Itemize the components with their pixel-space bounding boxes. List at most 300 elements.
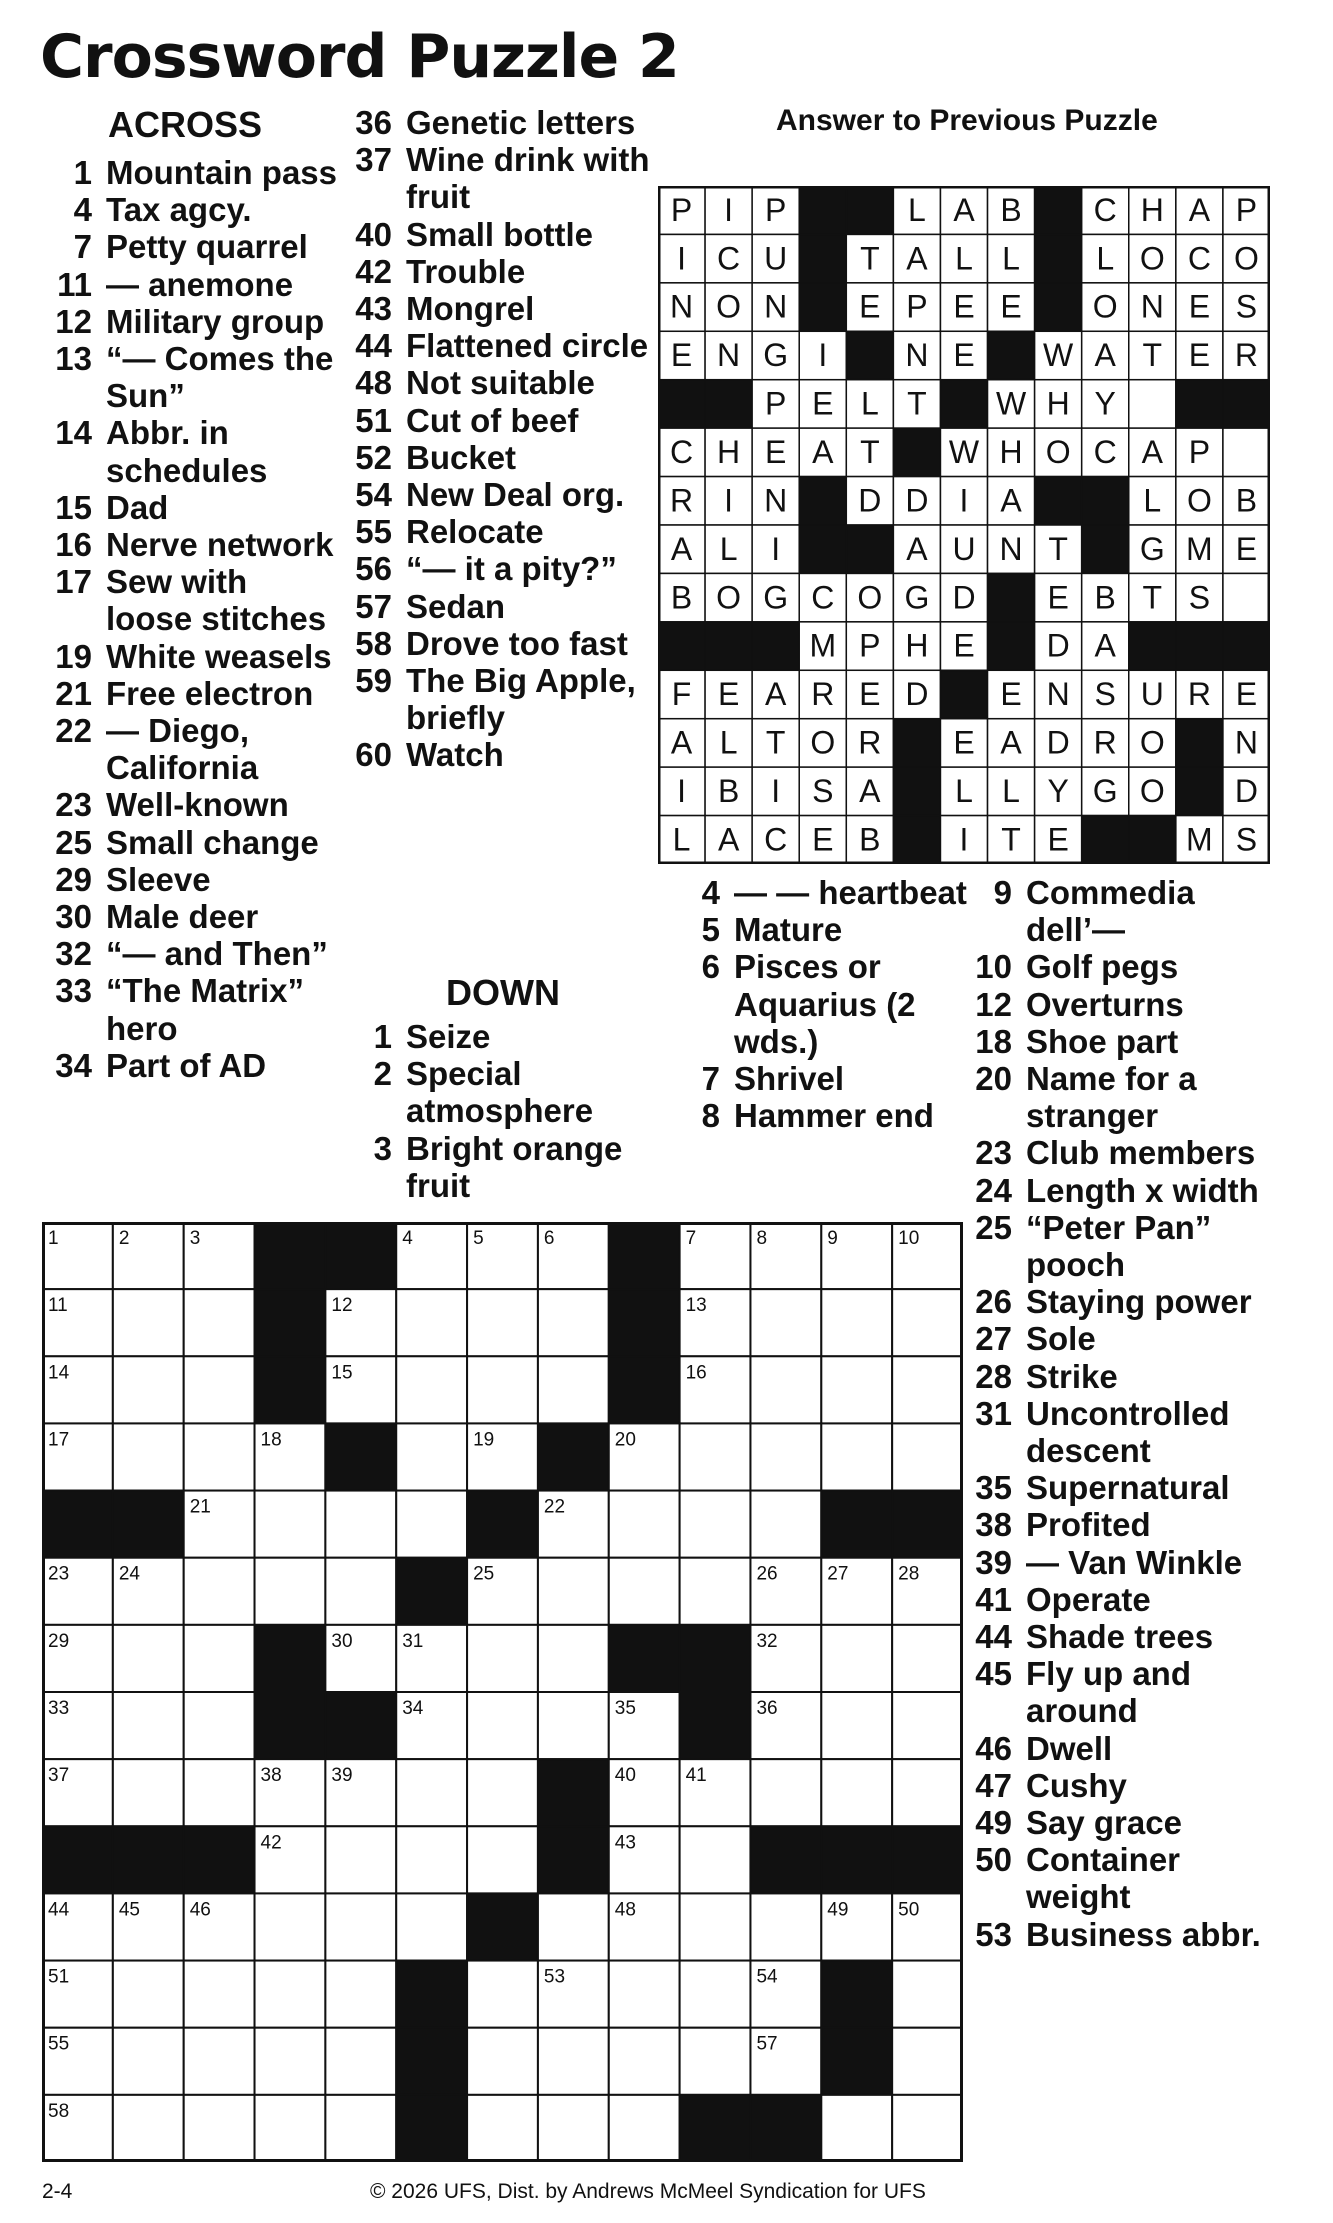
answer-letter: F xyxy=(671,676,692,713)
grid-cell xyxy=(750,1423,821,1490)
clue-text: Golf pegs xyxy=(1026,948,1179,986)
answer-letter: E xyxy=(1047,821,1069,858)
answer-letter: D xyxy=(905,482,929,519)
answer-letter: G xyxy=(1139,530,1165,567)
answer-letter: A xyxy=(670,724,693,761)
answer-block-cell xyxy=(893,428,940,476)
clue-item xyxy=(960,1283,1280,1320)
answer-block-cell xyxy=(893,719,940,767)
block-cell xyxy=(325,1222,396,1289)
cell-number: 35 xyxy=(614,1698,636,1719)
clue-item xyxy=(352,216,652,253)
clue-item xyxy=(960,874,1280,948)
cell-number: 54 xyxy=(756,1966,778,1988)
cell-number: 10 xyxy=(898,1228,920,1249)
clue-text: Small change xyxy=(106,823,319,861)
clue-number: 25 xyxy=(55,823,92,861)
clue-number: 55 xyxy=(355,513,392,551)
grid-cell xyxy=(467,1625,538,1692)
cell-number: 22 xyxy=(543,1496,566,1518)
answer-letter: C xyxy=(717,240,741,277)
answer-letter: I xyxy=(724,482,734,519)
clue-item xyxy=(352,476,652,513)
down-clues-col4 xyxy=(960,874,1280,1953)
clue-number: 44 xyxy=(355,327,392,365)
block-cell xyxy=(609,1356,680,1423)
grid-cell xyxy=(184,1423,255,1490)
answer-letter: D xyxy=(1234,773,1259,810)
clue-text: Sleeve xyxy=(106,860,211,898)
clue-text: Mountain pass xyxy=(106,154,338,191)
cell-number: 5 xyxy=(473,1228,484,1249)
answer-letter: O xyxy=(716,288,742,325)
grid-cell xyxy=(184,1961,255,2028)
clue-item xyxy=(352,625,652,662)
clue-text: Part of AD xyxy=(106,1046,267,1084)
answer-letter: N xyxy=(905,337,929,374)
block-cell xyxy=(821,1491,892,1558)
clue-item xyxy=(668,874,968,911)
answer-letter: E xyxy=(812,821,834,858)
cell-number: 43 xyxy=(614,1832,636,1854)
clue-text: Special atmosphere xyxy=(406,1055,594,1130)
answer-letter: N xyxy=(1046,676,1070,713)
cell-number: 46 xyxy=(189,1899,211,1921)
block-cell xyxy=(609,1625,680,1692)
clue-text: Commedia dell’— xyxy=(1026,874,1195,949)
clue-text: Sole xyxy=(1026,1320,1096,1358)
clue-number: 10 xyxy=(975,948,1012,986)
clue-number: 1 xyxy=(73,154,92,191)
answer-letter: N xyxy=(764,288,788,325)
cell-number: 49 xyxy=(827,1899,849,1921)
answer-letter: E xyxy=(953,627,975,664)
answer-letter: Y xyxy=(1094,385,1116,422)
clue-item xyxy=(960,1804,1280,1841)
answer-letter: E xyxy=(953,724,975,761)
grid-cell xyxy=(184,1558,255,1625)
answer-cell xyxy=(1223,573,1270,621)
clue-number: 48 xyxy=(355,364,392,402)
answer-letter: C xyxy=(764,821,788,858)
grid-cell xyxy=(750,1491,821,1558)
answer-block-cell xyxy=(1035,186,1082,234)
grid-cell xyxy=(892,1423,963,1490)
answer-block-cell xyxy=(799,283,846,331)
cell-number: 11 xyxy=(48,1295,68,1317)
clue-number: 43 xyxy=(355,290,392,328)
answer-block-cell xyxy=(940,380,987,428)
cell-number: 33 xyxy=(48,1698,70,1719)
answer-letter: U xyxy=(952,530,976,567)
clue-number: 31 xyxy=(975,1394,1012,1432)
clue-item xyxy=(352,364,652,401)
cell-number: 29 xyxy=(48,1630,70,1652)
answer-letter: Y xyxy=(1047,773,1069,810)
cell-number: 39 xyxy=(331,1765,353,1787)
grid-cell xyxy=(821,1356,892,1423)
answer-letter: B xyxy=(1000,191,1022,228)
clue-number: 57 xyxy=(355,587,392,625)
answer-letter: I xyxy=(959,482,969,519)
answer-block-cell xyxy=(1223,380,1270,428)
answer-letter: H xyxy=(905,627,929,664)
clue-item xyxy=(960,986,1280,1023)
across-heading: ACROSS xyxy=(108,104,263,145)
block-cell xyxy=(821,1961,892,2028)
grid-cell xyxy=(184,2028,255,2095)
clue-text: — — heartbeat xyxy=(734,874,967,911)
grid-cell xyxy=(538,1625,609,1692)
clue-item xyxy=(352,141,652,215)
clue-number: 41 xyxy=(975,1580,1012,1618)
clue-text: Trouble xyxy=(406,252,526,290)
copyright: © 2026 UFS, Dist. by Andrews McMeel Syndication for UFS xyxy=(370,2180,926,2203)
answer-letter: I xyxy=(677,240,686,277)
clue-number: 39 xyxy=(975,1543,1012,1581)
grid-cell xyxy=(680,2028,751,2095)
clue-number: 37 xyxy=(355,141,392,179)
cell-number: 31 xyxy=(402,1630,424,1652)
answer-letter: L xyxy=(955,773,973,810)
cell-number: 1 xyxy=(48,1228,59,1249)
answer-block-cell xyxy=(988,573,1035,621)
cell-number: 3 xyxy=(189,1228,201,1249)
clue-text: Pisces or Aquarius (2 wds.) xyxy=(734,948,916,1060)
block-cell xyxy=(538,1759,609,1826)
answer-letter: L xyxy=(672,821,691,858)
answer-block-cell xyxy=(1176,380,1223,428)
clue-item xyxy=(42,824,342,861)
clue-text: — Diego, California xyxy=(106,712,259,787)
grid-cell xyxy=(396,1893,467,1960)
answer-letter: N xyxy=(669,288,694,325)
grid-cell xyxy=(184,1625,255,1692)
cell-number: 2 xyxy=(118,1228,130,1249)
grid-cell xyxy=(467,1826,538,1893)
answer-letter: A xyxy=(717,821,740,858)
grid-cell xyxy=(255,1558,326,1625)
grid-cell xyxy=(467,1692,538,1759)
answer-letter: B xyxy=(670,579,693,616)
answer-letter: I xyxy=(959,821,969,858)
clue-item xyxy=(960,1060,1280,1134)
answer-letter: L xyxy=(1143,482,1162,519)
grid-cell xyxy=(184,1759,255,1826)
answer-letter: A xyxy=(953,191,975,228)
answer-block-cell xyxy=(752,622,799,670)
cell-number: 38 xyxy=(260,1765,282,1787)
answer-letter: N xyxy=(717,337,741,374)
answer-letter: W xyxy=(948,434,980,471)
clue-item xyxy=(42,563,342,637)
answer-block-cell xyxy=(1176,719,1223,767)
grid-cell xyxy=(255,2095,326,2162)
cell-number: 24 xyxy=(118,1563,140,1585)
block-cell xyxy=(538,1423,609,1490)
clue-number: 12 xyxy=(55,302,92,340)
block-cell xyxy=(609,1222,680,1289)
clue-text: White weasels xyxy=(106,637,332,675)
block-cell xyxy=(538,1826,609,1893)
cell-number: 18 xyxy=(260,1429,282,1451)
grid-cell xyxy=(892,1692,963,1759)
clue-number: 2 xyxy=(373,1055,392,1093)
cell-number: 32 xyxy=(756,1630,778,1652)
grid-cell xyxy=(750,1759,821,1826)
clue-text: New Deal org. xyxy=(406,476,625,514)
grid-cell xyxy=(184,2095,255,2162)
block-cell xyxy=(892,1826,963,1893)
answer-letter: S xyxy=(1094,676,1116,713)
answer-letter: E xyxy=(1235,676,1258,713)
answer-letter: E xyxy=(812,385,834,422)
grid-cell xyxy=(750,1289,821,1356)
clue-number: 17 xyxy=(55,563,92,601)
grid-cell xyxy=(184,1356,255,1423)
clue-number: 46 xyxy=(975,1729,1012,1767)
cell-number: 15 xyxy=(331,1362,353,1384)
grid-cell xyxy=(680,1558,751,1625)
clue-text: Drove too fast xyxy=(406,624,628,662)
answer-block-cell xyxy=(1129,816,1176,864)
answer-letter: T xyxy=(765,724,786,761)
answer-letter: R xyxy=(669,482,694,519)
clue-number: 8 xyxy=(701,1097,720,1135)
clue-number: 18 xyxy=(975,1022,1012,1060)
clue-text: “— Comes the Sun” xyxy=(106,340,334,415)
grid-cell xyxy=(113,1961,184,2028)
clue-text: Dad xyxy=(106,488,169,526)
answer-letter: A xyxy=(1000,724,1022,761)
grid-cell xyxy=(113,2028,184,2095)
answer-letter: P xyxy=(765,385,787,422)
clue-number: 6 xyxy=(701,948,720,986)
grid-cell xyxy=(821,1625,892,1692)
clue-text: Cut of beef xyxy=(406,401,579,439)
clue-number: 47 xyxy=(975,1766,1012,1804)
cell-number: 12 xyxy=(331,1295,353,1317)
answer-letter: O xyxy=(716,579,742,616)
clue-item xyxy=(42,712,342,786)
answer-letter: B xyxy=(1094,579,1116,616)
answer-letter: O xyxy=(1139,240,1165,277)
clue-text: Bright orange fruit xyxy=(406,1129,623,1204)
clue-item xyxy=(42,638,342,675)
clue-number: 52 xyxy=(355,438,392,476)
block-cell xyxy=(42,1826,113,1893)
clue-text: Profited xyxy=(1026,1506,1151,1544)
clue-text: — Van Winkle xyxy=(1026,1543,1243,1581)
clue-text: “The Matrix” hero xyxy=(106,972,305,1047)
cell-number: 57 xyxy=(756,2033,778,2055)
answer-block-cell xyxy=(1082,816,1129,864)
clue-number: 51 xyxy=(355,401,392,439)
grid-cell xyxy=(467,1961,538,2028)
answer-letter: A xyxy=(906,530,928,567)
grid-cell xyxy=(396,1826,467,1893)
answer-letter: B xyxy=(1235,482,1258,519)
answer-block-cell xyxy=(846,331,893,379)
answer-grid-svg xyxy=(658,186,1270,864)
clue-number: 35 xyxy=(975,1469,1012,1507)
answer-letter: A xyxy=(1094,337,1116,374)
clue-item xyxy=(960,1544,1280,1581)
block-cell xyxy=(42,1491,113,1558)
grid-cell xyxy=(538,1356,609,1423)
clue-item xyxy=(960,1618,1280,1655)
block-cell xyxy=(609,1289,680,1356)
answer-letter: E xyxy=(717,676,740,713)
grid-cell xyxy=(184,1692,255,1759)
clue-item xyxy=(960,1916,1280,1953)
cell-number: 8 xyxy=(756,1228,768,1249)
clue-number: 20 xyxy=(975,1060,1012,1098)
answer-letter: H xyxy=(999,434,1023,471)
grid-cell xyxy=(821,1289,892,1356)
answer-letter: O xyxy=(1234,240,1259,277)
grid-cell xyxy=(396,1423,467,1490)
answer-letter: E xyxy=(1235,530,1258,567)
answer-letter: D xyxy=(1046,627,1070,664)
block-cell xyxy=(680,2095,751,2162)
answer-block-cell xyxy=(893,767,940,815)
grid-cell xyxy=(255,1491,326,1558)
answer-letter: G xyxy=(763,337,789,374)
block-cell xyxy=(750,2095,821,2162)
clue-item xyxy=(960,1358,1280,1395)
answer-letter: G xyxy=(1092,773,1118,810)
answer-letter: L xyxy=(719,530,738,567)
clue-text: Military group xyxy=(106,302,325,340)
clue-item xyxy=(960,1395,1280,1469)
clue-text: Bucket xyxy=(406,438,517,476)
answer-letter: T xyxy=(1048,530,1068,567)
answer-letter: O xyxy=(1045,434,1071,471)
cell-number: 37 xyxy=(48,1765,70,1787)
grid-cell xyxy=(609,2095,680,2162)
clue-text: Mongrel xyxy=(406,290,535,328)
answer-letter: R xyxy=(858,724,882,761)
answer-letter: H xyxy=(1140,191,1164,228)
answer-letter: R xyxy=(811,676,835,713)
answer-letter: A xyxy=(1094,627,1116,664)
clue-number: 9 xyxy=(993,874,1012,911)
answer-block-cell xyxy=(799,234,846,282)
clue-item xyxy=(42,340,342,414)
answer-block-cell xyxy=(1035,283,1082,331)
block-cell xyxy=(750,1826,821,1893)
clue-item xyxy=(960,1469,1280,1506)
grid-cell xyxy=(113,2095,184,2162)
answer-block-cell xyxy=(1176,622,1223,670)
clue-item xyxy=(352,1130,652,1204)
cell-number: 44 xyxy=(48,1899,70,1921)
grid-cell xyxy=(821,1423,892,1490)
answer-letter: W xyxy=(995,385,1027,422)
block-cell xyxy=(467,1893,538,1960)
grid-cell xyxy=(609,1961,680,2028)
clue-text: Sedan xyxy=(406,587,506,625)
answer-letter: L xyxy=(955,240,973,277)
clue-item xyxy=(960,1655,1280,1729)
answer-grid xyxy=(658,186,1270,864)
clue-number: 27 xyxy=(975,1320,1012,1358)
clue-number: 28 xyxy=(975,1357,1012,1395)
cell-number: 40 xyxy=(614,1765,636,1787)
clue-text: Shoe part xyxy=(1026,1022,1179,1060)
answer-letter: C xyxy=(669,434,694,471)
grid-cell xyxy=(325,1961,396,2028)
answer-letter: O xyxy=(1139,724,1165,761)
answer-letter: G xyxy=(904,579,930,616)
grid-cell xyxy=(609,1558,680,1625)
cell-number: 13 xyxy=(685,1295,707,1317)
clue-number: 4 xyxy=(73,191,92,229)
cell-number: 19 xyxy=(473,1429,495,1451)
answer-letter: P xyxy=(859,627,881,664)
grid-cell xyxy=(892,1356,963,1423)
answer-title: Answer to Previous Puzzle xyxy=(776,104,1158,137)
answer-letter: L xyxy=(1002,773,1020,810)
answer-letter: A xyxy=(1000,482,1022,519)
answer-letter: U xyxy=(1140,676,1164,713)
block-cell xyxy=(113,1491,184,1558)
clue-item xyxy=(960,1767,1280,1804)
cell-number: 27 xyxy=(827,1563,849,1585)
grid-cell xyxy=(325,1491,396,1558)
across-clues-col1 xyxy=(42,154,342,1084)
clue-number: 38 xyxy=(975,1506,1012,1544)
block-cell xyxy=(255,1289,326,1356)
answer-block-cell xyxy=(1082,525,1129,573)
clue-text: Watch xyxy=(406,736,504,774)
block-cell xyxy=(325,1423,396,1490)
cell-number: 36 xyxy=(756,1698,778,1719)
answer-letter: O xyxy=(1092,288,1118,325)
clue-text: Name for a stranger xyxy=(1026,1060,1197,1135)
answer-letter: I xyxy=(771,773,781,810)
answer-block-cell xyxy=(658,380,705,428)
answer-block-cell xyxy=(1176,767,1223,815)
grid-cell xyxy=(892,2095,963,2162)
answer-letter: D xyxy=(1046,724,1070,761)
cell-number: 45 xyxy=(118,1899,140,1921)
answer-cell xyxy=(1223,428,1270,476)
clue-text: Overturns xyxy=(1026,985,1184,1023)
clue-item xyxy=(42,414,342,488)
clue-number: 33 xyxy=(55,972,92,1010)
clue-text: Fly up and around xyxy=(1026,1655,1191,1730)
answer-block-cell xyxy=(893,816,940,864)
clue-text: Small bottle xyxy=(406,215,594,253)
clue-number: 60 xyxy=(355,736,392,774)
clue-item xyxy=(960,1730,1280,1767)
clue-item xyxy=(960,1023,1280,1060)
grid-cell xyxy=(680,1491,751,1558)
answer-letter: T xyxy=(1142,337,1163,374)
answer-block-cell xyxy=(658,622,705,670)
cell-number: 42 xyxy=(260,1832,282,1854)
answer-letter: E xyxy=(670,337,693,374)
clue-number: 50 xyxy=(975,1841,1012,1879)
clue-item xyxy=(352,327,652,364)
block-cell xyxy=(325,1692,396,1759)
answer-letter: E xyxy=(765,434,787,471)
answer-block-cell xyxy=(1129,622,1176,670)
answer-letter: A xyxy=(765,676,787,713)
clue-number: 25 xyxy=(975,1208,1012,1246)
